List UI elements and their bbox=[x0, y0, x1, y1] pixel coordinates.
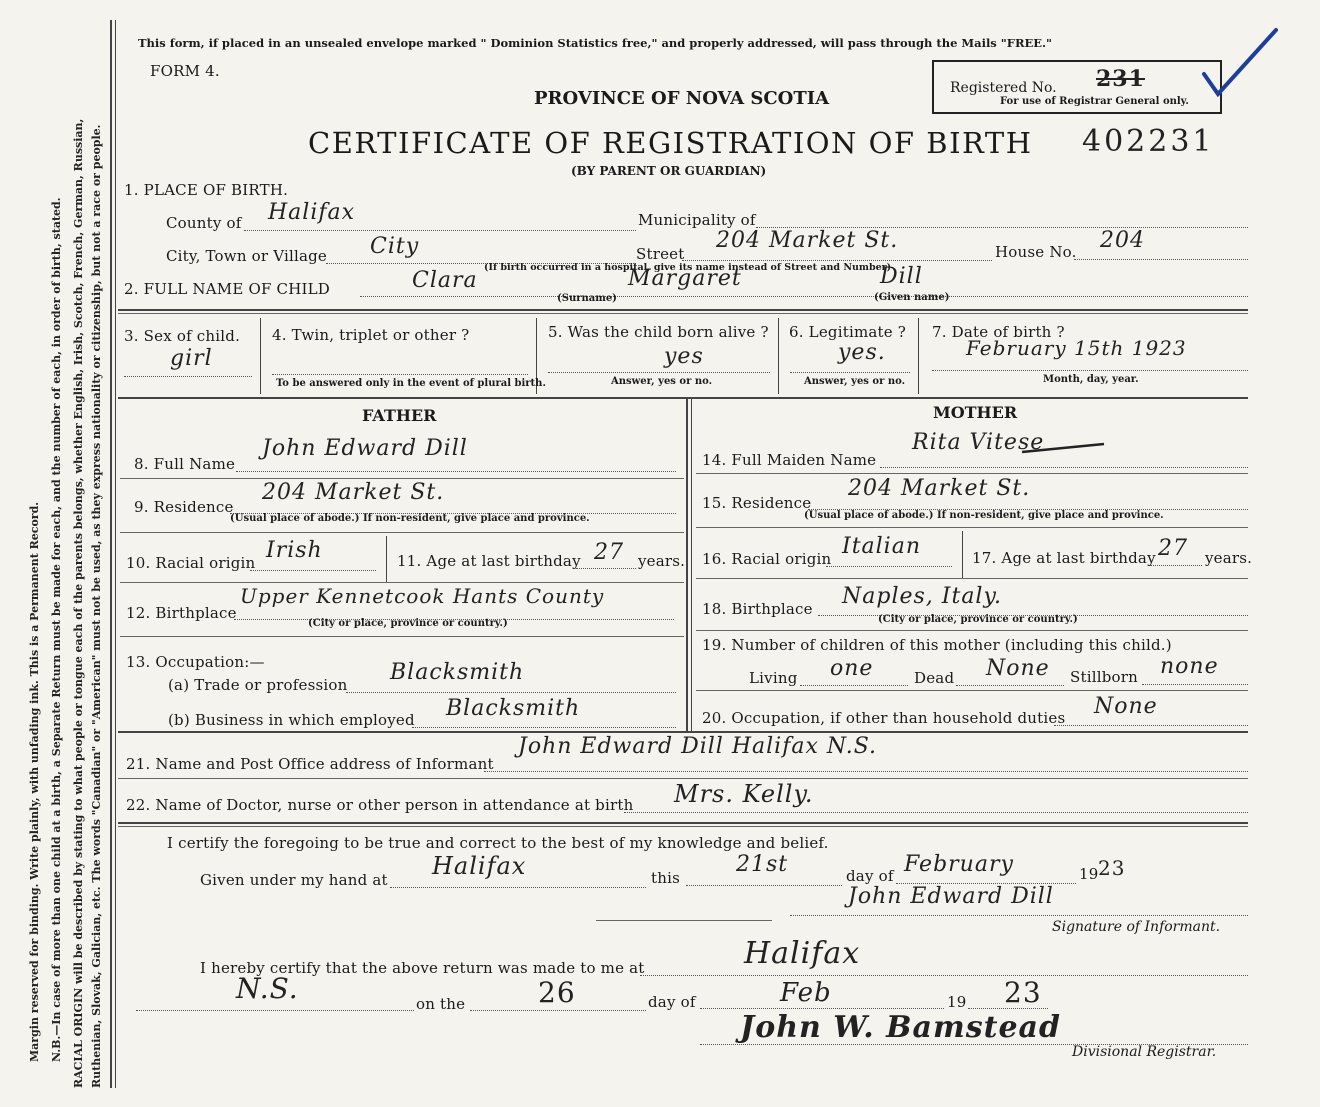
dead-value: None bbox=[986, 656, 1050, 681]
informant-label: 21. Name and Post Office address of Informant bbox=[126, 755, 494, 773]
registered-box bbox=[932, 60, 1222, 114]
registrar-text: I hereby certify that the above return was made to me at bbox=[200, 959, 645, 977]
mother-birthplace-note: (City or place, province or country.) bbox=[878, 614, 1078, 625]
legitimate-note: Answer, yes or no. bbox=[804, 376, 906, 387]
father-age-value: 27 bbox=[594, 540, 624, 565]
sex-value: girl bbox=[170, 346, 213, 371]
born-alive-label: 5. Was the child born alive ? bbox=[548, 323, 769, 341]
mother-residence-note: (Usual place of abode.) If non-resident, give place and province. bbox=[804, 510, 1164, 521]
place-of-birth-heading: 1. PLACE OF BIRTH. bbox=[124, 181, 289, 199]
father-birthplace-note: (City or place, province or country.) bbox=[308, 618, 508, 629]
stillborn-label: Stillborn bbox=[1070, 668, 1138, 686]
registrar-month: Feb bbox=[780, 978, 832, 1008]
living-value: one bbox=[830, 656, 874, 681]
certify-text: I certify the foregoing to be true and correct to the best of my knowledge and belief. bbox=[167, 834, 829, 852]
father-name-label: 8. Full Name bbox=[134, 455, 236, 473]
dob-value: February 15th 1923 bbox=[966, 336, 1187, 360]
sex-label: 3. Sex of child. bbox=[124, 327, 241, 345]
margin-note-racial-origin-2: Ruthenian, Slovak, Galician, etc. The words "Canadian" or "American" must not be used, as they express nationality or citizenship, but not a race or people. bbox=[90, 124, 103, 1088]
certificate-number: 402231 bbox=[1082, 124, 1215, 159]
mail-notice: This form, if placed in an unsealed envelope marked " Dominion Statistics free," and properly addressed, will pass through the Mails "FREE." bbox=[138, 36, 1053, 50]
margin-note-racial-origin-1: RACIAL ORIGIN will be described by stating to what people or tongue each of the parents belongs, whether English, Irish, Scotch, French, German, Russian, bbox=[72, 118, 85, 1088]
street-value: 204 Market St. bbox=[716, 228, 899, 253]
registrar-general-note: For use of Registrar General only. bbox=[1000, 96, 1189, 107]
struck-through-name bbox=[1018, 432, 1108, 462]
column-divider bbox=[686, 397, 688, 731]
father-age-years: years. bbox=[638, 552, 686, 570]
mother-age-label: 17. Age at last birthday bbox=[972, 549, 1156, 567]
informant-signature: John Edward Dill bbox=[848, 884, 1054, 909]
province-heading: PROVINCE OF NOVA SCOTIA bbox=[534, 88, 830, 109]
registered-number: 231 bbox=[1096, 66, 1145, 92]
informant-value: John Edward Dill Halifax N.S. bbox=[518, 734, 877, 759]
dob-label: 7. Date of birth ? bbox=[932, 323, 1065, 341]
mother-birthplace-label: 18. Birthplace bbox=[702, 600, 813, 618]
father-business-value: Blacksmith bbox=[446, 696, 581, 721]
city-value: City bbox=[370, 234, 420, 259]
county-value: Halifax bbox=[268, 200, 356, 225]
municipality-label: Municipality of bbox=[638, 211, 756, 229]
registered-label: Registered No. bbox=[950, 80, 1057, 96]
father-name-value: John Edward Dill bbox=[262, 436, 468, 461]
mother-race-value: Italian bbox=[842, 534, 922, 559]
mother-children-label: 19. Number of children of this mother (including this child.) bbox=[702, 636, 1172, 654]
mother-residence-value: 204 Market St. bbox=[848, 476, 1031, 501]
margin-note-binding: Margin reserved for binding. Write plainly, with unfading ink. This is a Permanent Record. bbox=[28, 501, 41, 1062]
margin-note-plural-birth: N.B.—In case of more than one child at a birth, a Separate Return must be made for each, and the number of each, in order of birth, stated. bbox=[50, 197, 63, 1062]
father-heading: FATHER bbox=[362, 406, 437, 425]
father-trade-label: (a) Trade or profession bbox=[168, 676, 348, 694]
registrar-place-2: N.S. bbox=[236, 972, 299, 1005]
child-name-label: 2. FULL NAME OF CHILD bbox=[124, 280, 330, 298]
registrar-year-suffix: 23 bbox=[1004, 976, 1042, 1009]
left-border bbox=[110, 20, 112, 1088]
city-label: City, Town or Village bbox=[166, 247, 328, 265]
left-border-inner bbox=[115, 20, 116, 1088]
father-race-label: 10. Racial origin bbox=[126, 554, 256, 572]
dob-note: Month, day, year. bbox=[1043, 374, 1139, 385]
surname-note: (Surname) bbox=[557, 293, 617, 304]
mother-age-value: 27 bbox=[1158, 536, 1188, 561]
registrar-signature-label: Divisional Registrar. bbox=[1072, 1044, 1217, 1060]
mother-heading: MOTHER bbox=[933, 403, 1018, 422]
living-label: Living bbox=[749, 669, 798, 687]
mother-race-label: 16. Racial origin bbox=[702, 550, 832, 568]
father-residence-note: (Usual place of abode.) If non-resident, give place and province. bbox=[230, 513, 590, 524]
registrar-year-prefix: 19 bbox=[947, 993, 967, 1011]
dayof-label: day of bbox=[846, 867, 894, 885]
form-number: FORM 4. bbox=[150, 62, 220, 80]
mother-birthplace-value: Naples, Italy. bbox=[842, 584, 1002, 609]
given-label: Given under my hand at bbox=[200, 871, 388, 889]
certificate-title: CERTIFICATE OF REGISTRATION OF BIRTH bbox=[308, 126, 1033, 160]
born-alive-note: Answer, yes or no. bbox=[611, 376, 713, 387]
county-label: County of bbox=[166, 214, 242, 232]
street-label: Street bbox=[636, 245, 685, 263]
given-month: February bbox=[904, 852, 1014, 877]
twin-label: 4. Twin, triplet or other ? bbox=[272, 326, 470, 344]
father-age-label: 11. Age at last birthday bbox=[397, 552, 581, 570]
given-place: Halifax bbox=[432, 852, 527, 880]
mother-residence-label: 15. Residence bbox=[702, 494, 812, 512]
father-residence-value: 204 Market St. bbox=[262, 480, 445, 505]
father-residence-label: 9. Residence bbox=[134, 498, 234, 516]
mother-name-value: Rita Vitese bbox=[912, 430, 1045, 455]
given-day: 21st bbox=[736, 852, 789, 877]
registrar-place: Halifax bbox=[744, 936, 861, 971]
father-birthplace-value: Upper Kennetcook Hants County bbox=[240, 584, 605, 608]
hospital-note: (If birth occurred in a hospital, give its name instead of Street and Number) bbox=[484, 262, 892, 273]
registrar-dayof-label: day of bbox=[648, 993, 696, 1011]
dead-label: Dead bbox=[914, 669, 955, 687]
child-name-first: Clara bbox=[412, 268, 478, 293]
this-label: this bbox=[651, 869, 680, 887]
stillborn-value: none bbox=[1160, 654, 1219, 679]
legitimate-value: yes. bbox=[838, 340, 886, 365]
on-the-label: on the bbox=[416, 995, 466, 1013]
father-race-value: Irish bbox=[266, 538, 323, 563]
mother-occupation-label: 20. Occupation, if other than household duties bbox=[702, 709, 1066, 727]
given-name-note: (Given name) bbox=[874, 292, 950, 303]
father-birthplace-label: 12. Birthplace bbox=[126, 604, 237, 622]
father-business-label: (b) Business in which employed bbox=[168, 711, 415, 729]
father-trade-value: Blacksmith bbox=[390, 660, 525, 685]
check-mark-icon bbox=[1196, 24, 1286, 104]
mother-age-years: years. bbox=[1205, 549, 1253, 567]
child-name-middle: Margaret bbox=[628, 266, 742, 291]
registrar-day: 26 bbox=[538, 976, 576, 1009]
father-occupation-label: 13. Occupation:— bbox=[126, 653, 265, 671]
twin-note: To be answered only in the event of plural birth. bbox=[276, 378, 546, 389]
informant-signature-label: Signature of Informant. bbox=[1052, 919, 1221, 935]
born-alive-value: yes bbox=[664, 344, 704, 369]
house-value: 204 bbox=[1100, 228, 1145, 253]
given-year-suffix: 23 bbox=[1098, 856, 1126, 880]
doctor-label: 22. Name of Doctor, nurse or other person in attendance at birth bbox=[126, 796, 634, 814]
given-year-prefix: 19 bbox=[1079, 865, 1099, 883]
mother-occupation-value: None bbox=[1094, 694, 1158, 719]
mother-name-label: 14. Full Maiden Name bbox=[702, 451, 877, 469]
registrar-signature: John W. Bamstead bbox=[740, 1010, 1061, 1045]
house-label: House No. bbox=[995, 243, 1077, 261]
legitimate-label: 6. Legitimate ? bbox=[789, 323, 907, 341]
child-name-last: Dill bbox=[880, 264, 923, 289]
doctor-value: Mrs. Kelly. bbox=[674, 780, 814, 808]
certificate-subtitle: (BY PARENT OR GUARDIAN) bbox=[571, 164, 767, 178]
